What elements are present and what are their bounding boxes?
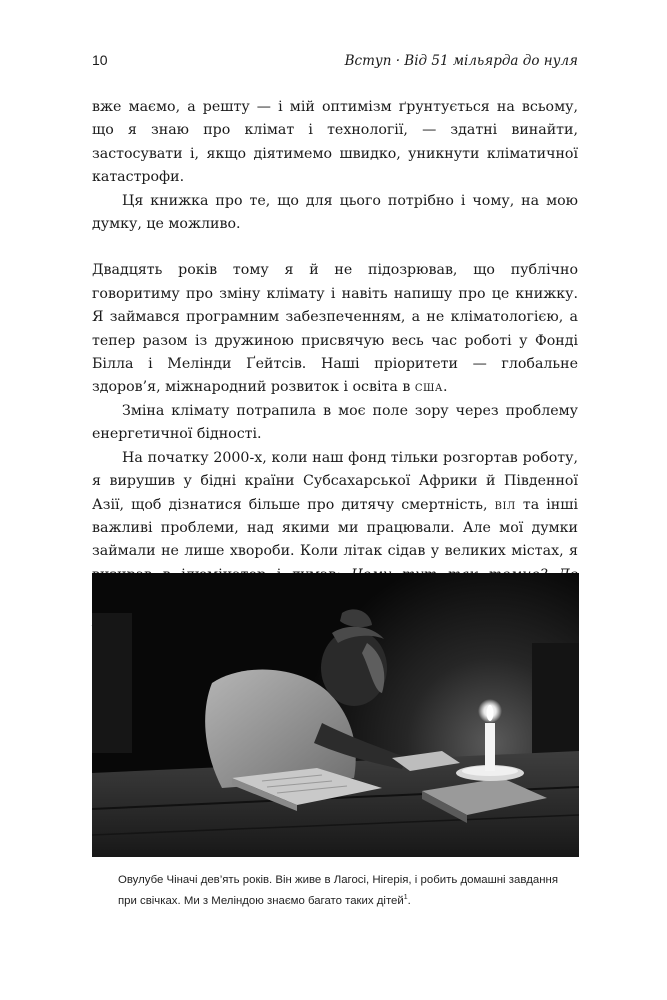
abbr-hiv: віл bbox=[494, 496, 516, 513]
paragraph-2-text: Ця книжка про те, що для цього потрібно і чому, на мою думку, це можливо. bbox=[92, 192, 578, 233]
paragraph-2 bbox=[92, 190, 578, 237]
page-number: 10 bbox=[92, 52, 108, 68]
caption-end: . bbox=[407, 894, 411, 907]
running-title: Вступ · Від 51 мільярда до нуля bbox=[344, 53, 578, 69]
photo-caption bbox=[118, 871, 558, 910]
paragraph-3-end: . bbox=[442, 379, 448, 396]
footnote-marker[interactable]: 1 bbox=[403, 894, 408, 901]
paragraph-4-text: Зміна клімату потрапила в моє поле зору через проблему енергетичної бідності. bbox=[92, 402, 578, 443]
abbr-usa: сша bbox=[414, 379, 443, 396]
paragraph-3-text: Двадцять років тому я й не підозрював, що публічно говоритиму про зміну клімату і навіть напишу про це книжку. Я займався програмним забезпеченням, а не кліматологією, а тепер разом із дружиною присвячую весь час роботі у Фонді Білла і Мелінди Ґейтсів. Наші пріоритети — глобальне здоров’я, міжнародний розвиток і освіта в bbox=[92, 262, 578, 396]
paragraph-1-text: вже маємо, а решту — і мій оптимізм ґрунтується на всьому, що я знаю про клімат і технології, — здатні винайти, застосувати і, якщо діятимемо швидко, уникнути кліматичної катастрофи. bbox=[92, 99, 578, 186]
paragraph-5-text: На початку 2000-х, коли наш фонд тільки розгортав роботу, я вирушив у бідні країни Субсахарської Африки й Південної Азії, щоб дізнатися більше про дитячу смертність, bbox=[92, 449, 578, 513]
paragraph-1 bbox=[92, 96, 578, 190]
photo-boy-studying-by-candle bbox=[92, 573, 579, 857]
page-header bbox=[92, 52, 578, 69]
paragraph-5-text-2: та інші важливі проблеми, над якими ми працювали. Але мої думки займали не лише хвороби. Коли літак сідав у великих містах, я bbox=[92, 496, 578, 560]
paragraph-3 bbox=[92, 259, 578, 399]
photo-illustration bbox=[92, 573, 579, 857]
body-text bbox=[92, 96, 578, 634]
paragraph-4 bbox=[92, 400, 578, 447]
caption-text: Овулубе Чіначі дев’ять років. Він живе в Лагосі, Нігерія, і робить домашні завдання при свічках. Ми з Меліндою знаємо багато таких дітей bbox=[118, 874, 558, 907]
